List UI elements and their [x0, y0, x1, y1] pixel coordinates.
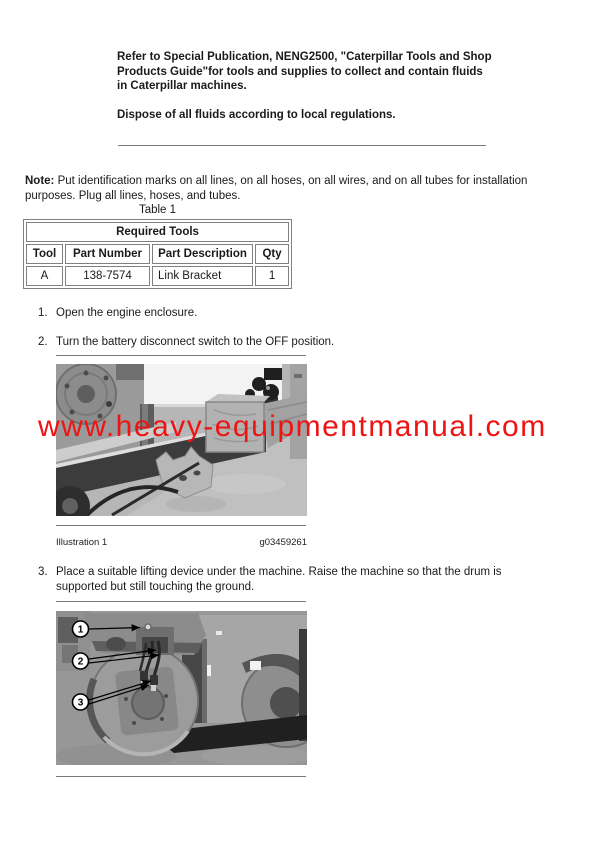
intro-paragraphs: [117, 50, 495, 136]
list-item-text: Open the engine enclosure.: [56, 307, 198, 319]
cell-tool: A: [26, 266, 63, 286]
table-header-row: [26, 244, 289, 264]
callout-1: 1: [77, 624, 84, 636]
list-item-3: [38, 565, 543, 594]
list-item-text: Turn the battery disconnect switch to the OFF position.: [56, 336, 335, 348]
list-item-number: 3.: [38, 566, 48, 578]
note-label: Note:: [25, 174, 55, 187]
illustration-label: Illustration 1: [56, 537, 108, 548]
list-item-number: 2.: [38, 336, 48, 348]
illustration2-graphic: [56, 611, 307, 765]
list-item-text: Place a suitable lifting device under the machine. Raise the machine so that the drum is supported but still touching the ground.: [56, 566, 502, 593]
cell-part-description: Link Bracket: [152, 266, 253, 286]
required-tools-table: [23, 219, 292, 289]
note-text: Put identification marks on all lines, on all hoses, on all wires, and on all tubes for installation purposes. Plug all lines, hoses, and tubes.: [25, 174, 528, 202]
list-item-2: [38, 335, 438, 350]
table-title: Required Tools: [26, 222, 289, 242]
separator-line: [56, 776, 306, 777]
note-paragraph: [25, 174, 562, 204]
intro-para-2: Dispose of all fluids according to local regulations.: [117, 108, 396, 121]
table-title-row: [26, 222, 289, 242]
col-header-part-description: Part Description: [152, 244, 253, 264]
separator-line: [56, 601, 306, 602]
callout-2: 2: [77, 656, 84, 668]
list-item-number: 1.: [38, 307, 48, 319]
list-item-1: [38, 306, 338, 321]
callout-3: 3: [77, 697, 84, 709]
table-caption: Table 1: [138, 204, 177, 216]
intro-para-1: Refer to Special Publication, NENG2500, "Caterpillar Tools and Shop Products Guide"for tools and supplies to collect and contain fluids in Caterpillar machines.: [117, 51, 492, 92]
col-header-tool: Tool: [26, 244, 63, 264]
col-header-part-number: Part Number: [65, 244, 150, 264]
separator-line: [56, 355, 306, 356]
callouts: [73, 621, 89, 710]
table-row: [26, 266, 289, 286]
illustration-code: g03459261: [259, 537, 307, 548]
separator-line: [118, 145, 486, 146]
col-header-qty: Qty: [255, 244, 289, 264]
watermark: www.heavy-equipmentmanual.com: [38, 410, 547, 443]
cell-qty: 1: [255, 266, 289, 286]
separator-line: [56, 525, 306, 526]
illustration2-photo: [56, 611, 307, 765]
illustration1-caption: [56, 537, 307, 548]
cell-part-number: 138-7574: [65, 266, 150, 286]
